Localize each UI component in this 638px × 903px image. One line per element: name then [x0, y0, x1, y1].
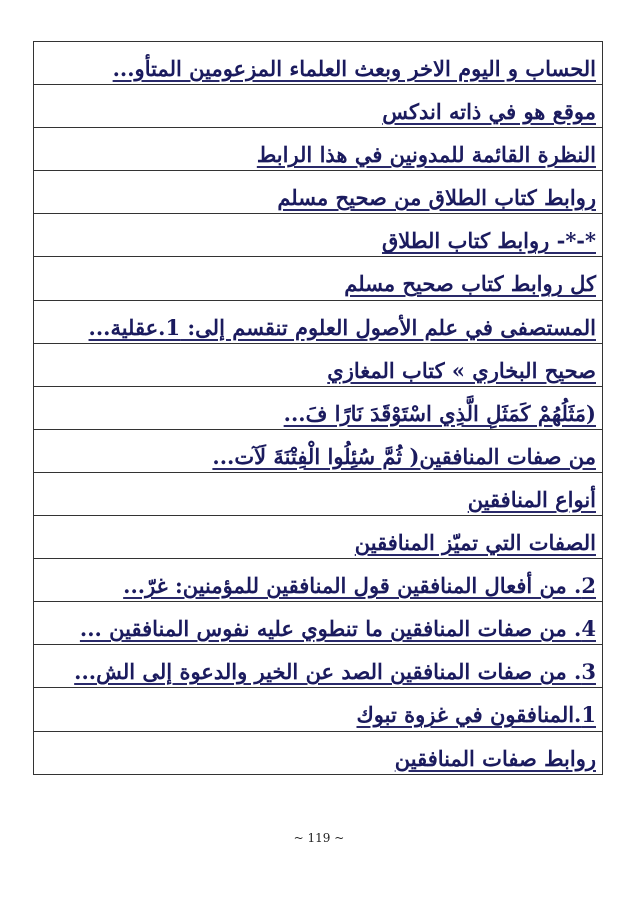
table-cell	[34, 257, 603, 300]
table-row	[34, 559, 603, 602]
row-link[interactable]: كل روابط كتاب صحيح مسلم	[344, 271, 596, 297]
table-cell	[34, 343, 603, 386]
table-cell	[34, 214, 603, 257]
table-row	[34, 602, 603, 645]
table-row	[34, 516, 603, 559]
row-link[interactable]: 1.المنافقون في غزوة تبوك	[356, 702, 596, 728]
table-cell	[34, 559, 603, 602]
table-cell	[34, 602, 603, 645]
table-cell	[34, 386, 603, 429]
table-row	[34, 429, 603, 472]
page-number: ~ 119 ~	[293, 831, 345, 845]
table-row	[34, 42, 603, 85]
row-link[interactable]: (مَثَلُهُمْ كَمَثَلِ الَّذِي اسْتَوْقَدَ نَارًا فَ...	[283, 400, 596, 426]
row-link[interactable]: أنواع المنافقين	[467, 486, 596, 512]
table-cell	[34, 688, 603, 731]
row-link[interactable]: *-*- روابط كتاب الطلاق	[381, 228, 596, 254]
links-table	[33, 41, 603, 775]
row-link[interactable]: 4. من صفات المنافقين ما تنطوي عليه نفوس المنافقين ...	[79, 616, 596, 642]
row-link[interactable]: روابط كتاب الطلاق من صحيح مسلم	[277, 185, 596, 211]
table-row	[34, 386, 603, 429]
table-row	[34, 645, 603, 688]
row-link[interactable]: المستصفى في علم الأصول العلوم تنقسم إلى: 1.عقلية...	[88, 314, 596, 340]
table-row	[34, 688, 603, 731]
table-cell	[34, 300, 603, 343]
table-cell	[34, 171, 603, 214]
row-link[interactable]: 3. من صفات المنافقين الصد عن الخير والدعوة إلى الش...	[74, 659, 596, 685]
table-row	[34, 214, 603, 257]
table-cell	[34, 42, 603, 85]
table-cell	[34, 472, 603, 515]
row-link[interactable]: موقع هو في ذاته اندكس	[382, 99, 596, 125]
row-link[interactable]: 2. من أفعال المنافقين قول المنافقين للمؤمنين: غرّ...	[123, 573, 596, 599]
table-cell	[34, 429, 603, 472]
table-cell	[34, 731, 603, 774]
table-cell	[34, 645, 603, 688]
table-row	[34, 171, 603, 214]
table-row	[34, 472, 603, 515]
table-row	[34, 300, 603, 343]
row-link[interactable]: الصفات التي تميّز المنافقين	[354, 530, 596, 556]
table-cell	[34, 128, 603, 171]
table-row	[34, 128, 603, 171]
table-row	[34, 257, 603, 300]
row-link[interactable]: من صفات المنافقين( ثُمَّ سُئِلُوا الْفِتْنَةَ لَآت...	[212, 443, 596, 469]
row-link[interactable]: الحساب و اليوم الاخر وبعث العلماء المزعومين المتأو...	[112, 56, 596, 81]
row-link[interactable]: روابط صفات المنافقين	[394, 745, 596, 771]
table-row	[34, 731, 603, 774]
table-cell	[34, 85, 603, 128]
row-link[interactable]: صحيح البخاري » كتاب المغازي	[327, 357, 596, 383]
row-link[interactable]: النظرة القائمة للمدونين في هذا الرابط	[256, 142, 596, 168]
table-cell	[34, 516, 603, 559]
table-row	[34, 343, 603, 386]
table-row	[34, 85, 603, 128]
